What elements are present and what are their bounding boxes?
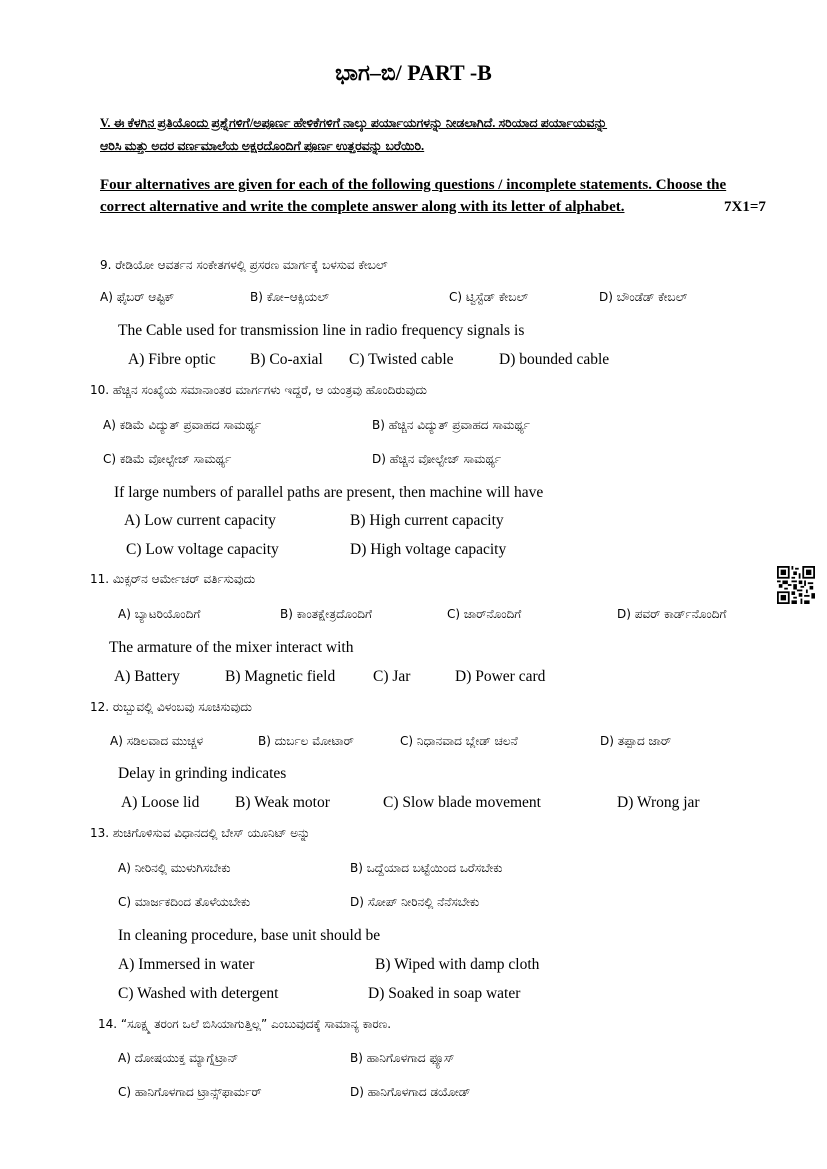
q14-kn-option-c: C) ಹಾನಿಗೊಳಗಾದ ಟ್ರಾನ್ಸ್‌ಫಾರ್ಮರ್ [118,1085,262,1099]
q12-english: Delay in grinding indicates [118,765,287,782]
q11-en-option-b: B) Magnetic field [225,668,336,685]
q9-en-option-d: D) bounded cable [499,351,610,368]
q11-kannada: 11. ಮಿಕ್ಸರ್‌ನ ಆರ್ಮೇಚರ್ ವರ್ತಿಸುವುದು [90,572,256,586]
q13-en-option-c: C) Washed with detergent [118,985,279,1002]
kannada-instruction-line-2: ಆರಿಸಿ ಮತ್ತು ಅದರ ವರ್ಣಮಾಲೆಯ ಅಕ್ಷರದೊಂದಿಗೆ ಪೂರ್ಣ ಉತ್ತರವನ್ನು ಬರೆಯಿರಿ. [100,139,425,153]
q12-kn-option-a: A) ಸಡಿಲವಾದ ಮುಚ್ಚಳ [110,734,204,748]
q10-en-option-b: B) High current capacity [350,512,504,529]
q9-en-option-a: A) Fibre optic [128,351,216,368]
q9-kn-option-b: B) ಕೋ–ಆಕ್ಸಿಯಲ್ [250,290,329,304]
q10-english: If large numbers of parallel paths are present, then machine will have [114,484,544,501]
q11-english: The armature of the mixer interact with [109,639,354,656]
q13-en-option-a: A) Immersed in water [118,956,255,973]
q14-kn-option-a: A) ದೋಷಯುಕ್ತ ಮ್ಯಾಗ್ನೆಟ್ರಾನ್ [118,1051,239,1065]
q11-kn-option-d: D) ಪವರ್ ಕಾರ್ಡ್‌ನೊಂದಿಗೆ [617,607,727,621]
q9-en-option-b: B) Co-axial [250,351,323,368]
q10-en-option-c: C) Low voltage capacity [126,541,279,558]
q14-kn-option-b: B) ಹಾನಿಗೊಳಗಾದ ಫ್ಯೂಸ್ [350,1051,455,1065]
q12-kn-option-b: B) ದುರ್ಬಲ ಮೋಟಾರ್ [258,734,354,748]
q10-kannada: 10. ಹೆಚ್ಚಿನ ಸಂಖ್ಯೆಯ ಸಮಾನಾಂತರ ಮಾರ್ಗಗಳು ಇದ್ದರೆ, ಆ ಯಂತ್ರವು ಹೊಂದಿರುವುದು [90,383,427,397]
q13-en-option-d: D) Soaked in soap water [368,985,521,1002]
q13-kannada: 13. ಶುಚಿಗೊಳಿಸುವ ವಿಧಾನದಲ್ಲಿ ಬೇಸ್ ಯೂನಿಟ್ ಅನ್ನು [90,826,311,840]
q11-kn-option-b: B) ಕಾಂತಕ್ಷೇತ್ರದೊಂದಿಗೆ [280,607,373,621]
q12-en-option-d: D) Wrong jar [617,794,700,811]
q12-en-option-a: A) Loose lid [121,794,200,811]
english-instruction-line-2: correct alternative and write the complete answer along with its letter of alphabet. [100,199,625,215]
q10-kn-option-d: D) ಹೆಚ್ಚಿನ ವೋಲ್ಟೇಜ್ ಸಾಮರ್ಥ್ಯ [372,452,502,466]
qr-code-icon [777,566,815,604]
q9-kn-option-a: A) ಫೈಬರ್ ಆಪ್ಟಿಕ್ [100,290,175,304]
q13-kn-option-d: D) ಸೋಪ್ ನೀರಿನಲ್ಲಿ ನೆನೆಸಬೇಕು [350,895,480,909]
q11-kn-option-a: A) ಬ್ಯಾಟರಿಯೊಂದಿಗೆ [118,607,201,621]
q12-en-option-b: B) Weak motor [235,794,330,811]
q12-kannada: 12. ರುಬ್ಬುವಲ್ಲಿ ವಿಳಂಬವು ಸೂಚಿಸುವುದು [90,700,252,714]
english-instruction-line-1: Four alternatives are given for each of the following questions / incomplete statements. Choose the [100,177,727,193]
q11-kn-option-c: C) ಜಾರ್‌ನೊಂದಿಗೆ [447,607,522,621]
page-title: ಭಾಗ–ಬಿ/ PART -B [335,60,492,85]
q10-kn-option-c: C) ಕಡಿಮೆ ವೋಲ್ಟೇಜ್ ಸಾಮರ್ಥ್ಯ [103,452,232,466]
q9-kn-option-c: C) ಟ್ವಿಸ್ಟೆಡ್ ಕೇಬಲ್ [449,290,529,304]
q10-en-option-d: D) High voltage capacity [350,541,507,558]
q9-kn-option-d: D) ಬೌಂಡೆಡ್ ಕೇಬಲ್ [599,290,688,304]
q13-en-option-b: B) Wiped with damp cloth [375,956,540,973]
q13-kn-option-b: B) ಒದ್ದೆಯಾದ ಬಟ್ಟೆಯಿಂದ ಒರೆಸಬೇಕು [350,861,503,875]
q14-kn-option-d: D) ಹಾನಿಗೊಳಗಾದ ಡಯೋಡ್ [350,1085,471,1099]
q10-kn-option-b: B) ಹೆಚ್ಚಿನ ವಿದ್ಯುತ್ ಪ್ರವಾಹದ ಸಾಮರ್ಥ್ಯ [372,418,530,432]
q12-en-option-c: C) Slow blade movement [383,794,541,811]
marks-allocation: 7X1=7 [724,199,766,215]
q10-kn-option-a: A) ಕಡಿಮೆ ವಿದ್ಯುತ್ ಪ್ರವಾಹದ ಸಾಮರ್ಥ್ಯ [103,418,262,432]
q10-en-option-a: A) Low current capacity [124,512,276,529]
q12-kn-option-d: D) ತಪ್ಪಾದ ಜಾರ್ [600,734,672,748]
q9-en-option-c: C) Twisted cable [349,351,454,368]
q13-kn-option-a: A) ನೀರಿನಲ್ಲಿ ಮುಳುಗಿಸಬೇಕು [118,861,231,875]
q13-kn-option-c: C) ಮಾರ್ಜಕದಿಂದ ತೊಳೆಯಬೇಕು [118,895,251,909]
q13-english: In cleaning procedure, base unit should be [118,927,381,944]
q9-kannada: 9. ರೇಡಿಯೋ ಆವರ್ತನ ಸಂಕೇತಗಳಲ್ಲಿ ಪ್ರಸರಣ ಮಾರ್ಗಕ್ಕೆ ಬಳಸುವ ಕೇಬಲ್ [100,258,388,272]
q12-kn-option-c: C) ನಿಧಾನವಾದ ಬ್ಲೇಡ್ ಚಲನೆ [400,734,518,748]
q9-english: The Cable used for transmission line in radio frequency signals is [118,322,525,339]
q11-en-option-c: C) Jar [373,668,411,685]
q14-kannada: 14. “ಸೂಕ್ಷ್ಮ ತರಂಗ ಒಲೆ ಬಿಸಿಯಾಗುತ್ತಿಲ್ಲ” ಎಂಬುವುದಕ್ಕೆ ಸಾಮಾನ್ಯ ಕಾರಣ. [98,1017,392,1031]
q11-en-option-a: A) Battery [114,668,180,685]
kannada-instruction-line-1: V. ಈ ಕೆಳಗಿನ ಪ್ರತಿಯೊಂದು ಪ್ರಶ್ನೆಗಳಿಗೆ/ಅಪೂರ್ಣ ಹೇಳಿಕೆಗಳಿಗೆ ನಾಲ್ಕು ಪರ್ಯಾಯಗಳನ್ನು ನೀಡಲಾಗಿದೆ. ಸರಿಯಾದ ಪರ್ಯಾಯವನ್ನು [100,116,608,130]
q11-en-option-d: D) Power card [455,668,546,685]
